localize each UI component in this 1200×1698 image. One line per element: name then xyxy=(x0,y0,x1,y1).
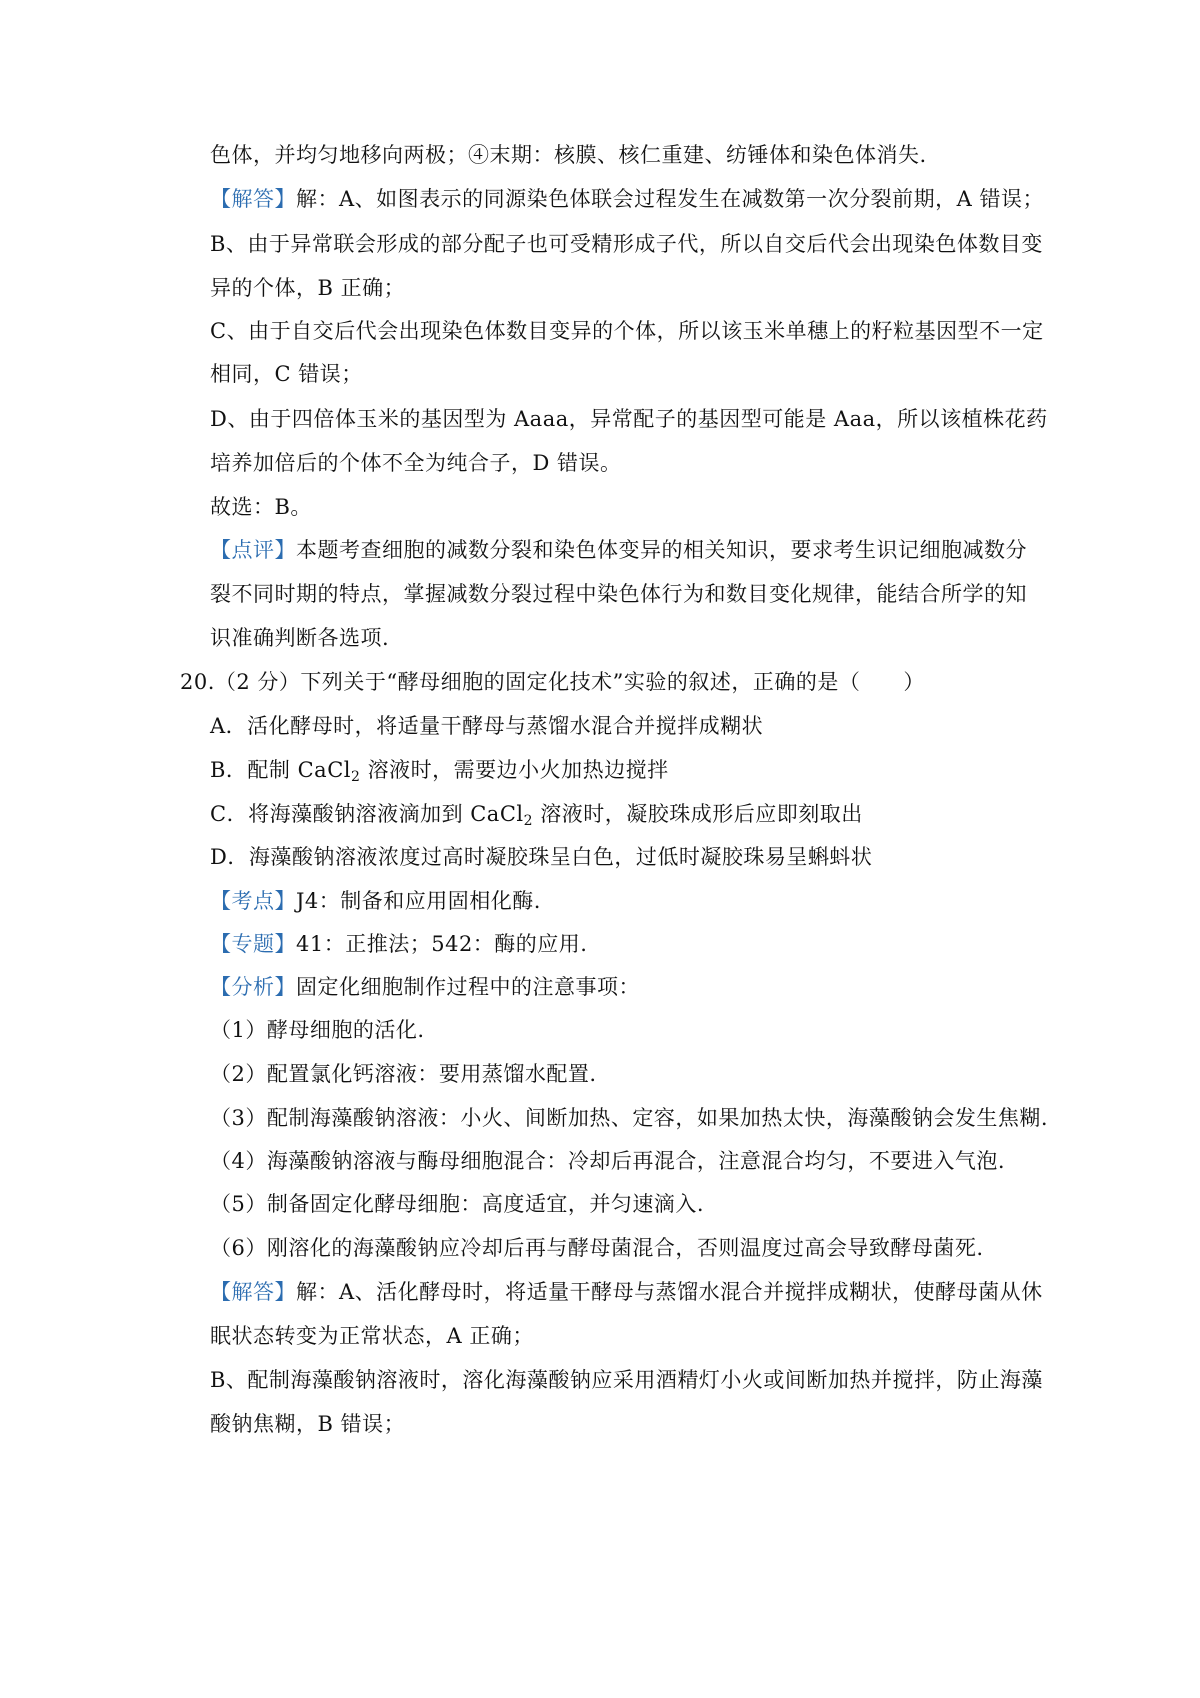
option-b xyxy=(210,755,669,785)
text-line: B、由于异常联会形成的部分配子也可受精形成子代，所以自交后代会出现染色体数目变 xyxy=(210,232,1043,256)
analysis-step: （5）制备固定化酵母细胞：高度适宜，并匀速滴入. xyxy=(210,1192,705,1216)
text-line: 识准确判断各选项. xyxy=(210,626,390,650)
option-d: D．海藻酸钠溶液浓度过高时凝胶珠呈白色，过低时凝胶珠易呈蝌蚪状 xyxy=(210,845,873,869)
text-line: 相同，C 错误； xyxy=(210,362,363,386)
text-line: 41：正推法；542：酶的应用. xyxy=(296,932,588,956)
analysis-step: （2）配置氯化钙溶液：要用蒸馏水配置. xyxy=(210,1062,597,1086)
text-line: 裂不同时期的特点，掌握减数分裂过程中染色体行为和数目变化规律，能结合所学的知 xyxy=(210,582,1027,606)
text-line: 解：A、活化酵母时，将适量干酵母与蒸馏水混合并搅拌成糊状，使酵母菌从休 xyxy=(296,1280,1043,1304)
subscript: 2 xyxy=(523,813,534,829)
text-line: C、由于自交后代会出现染色体数目变异的个体，所以该玉米单穗上的籽粒基因型不一定 xyxy=(210,319,1044,343)
answer-tag: 【解答】 xyxy=(210,187,296,211)
option-c-text-rest: 溶液时，凝胶珠成形后应即刻取出 xyxy=(533,802,863,826)
fenxi-paragraph xyxy=(210,972,640,1002)
analysis-step: （1）酵母细胞的活化. xyxy=(210,1018,425,1042)
kaodian-paragraph xyxy=(210,886,541,916)
analysis-step: （3）配制海藻酸钠溶液：小火、间断加热、定容，如果加热太快，海藻酸钠会发生焦糊. xyxy=(210,1106,1049,1130)
option-b-text-rest: 溶液时，需要边小火加热边搅拌 xyxy=(360,758,669,782)
text-line: 本题考查细胞的减数分裂和染色体变异的相关知识，要求考生识记细胞减数分 xyxy=(296,538,1027,562)
analysis-step: （4）海藻酸钠溶液与酶母细胞混合：冷却后再混合，注意混合均匀，不要进入气泡. xyxy=(210,1149,1006,1173)
comment-paragraph xyxy=(210,535,1027,565)
text-line: B、配制海藻酸钠溶液时，溶化海藻酸钠应采用酒精灯小火或间断加热并搅拌，防止海藻 xyxy=(210,1368,1043,1392)
text-line: 眠状态转变为正常状态，A 正确； xyxy=(210,1324,534,1348)
zhuanti-tag: 【专题】 xyxy=(210,932,296,956)
text-line: J4：制备和应用固相化酶. xyxy=(296,889,541,913)
text-line: D、由于四倍体玉米的基因型为 Aaaa，异常配子的基因型可能是 Aaa，所以该植株花药 xyxy=(210,407,1048,431)
answer-tag: 【解答】 xyxy=(210,1280,296,1304)
option-c-text: C．将海藻酸钠溶液滴加到 CaCl xyxy=(210,802,524,826)
comment-tag: 【点评】 xyxy=(210,538,296,562)
kaodian-tag: 【考点】 xyxy=(210,889,296,913)
option-b-text: B．配制 CaCl xyxy=(210,758,351,782)
option-a: A．活化酵母时，将适量干酵母与蒸馏水混合并搅拌成糊状 xyxy=(210,714,764,738)
answer-paragraph xyxy=(210,1277,1043,1307)
analysis-step: （6）刚溶化的海藻酸钠应冷却后再与酵母菌混合，否则温度过高会导致酵母菌死. xyxy=(210,1236,984,1260)
answer-paragraph xyxy=(210,184,1044,214)
text-line: 培养加倍后的个体不全为纯合子，D 错误。 xyxy=(210,451,622,475)
text-line: 异的个体，B 正确； xyxy=(210,276,406,300)
fenxi-tag: 【分析】 xyxy=(210,975,296,999)
zhuanti-paragraph xyxy=(210,929,587,959)
option-c xyxy=(210,799,863,829)
text-line: 酸钠焦糊，B 错误； xyxy=(210,1412,406,1436)
text-line: 色体，并均匀地移向两极；④末期：核膜、核仁重建、纺锤体和染色体消失. xyxy=(210,143,927,167)
subscript: 2 xyxy=(350,769,361,785)
text-line: 固定化细胞制作过程中的注意事项： xyxy=(296,975,640,999)
question-stem: 20.（2 分）下列关于“酵母细胞的固定化技术”实验的叙述，正确的是（ ） xyxy=(180,670,925,694)
text-line: 解：A、如图表示的同源染色体联会过程发生在减数第一次分裂前期，A 错误； xyxy=(296,187,1045,211)
choice-line: 故选：B。 xyxy=(210,495,312,519)
